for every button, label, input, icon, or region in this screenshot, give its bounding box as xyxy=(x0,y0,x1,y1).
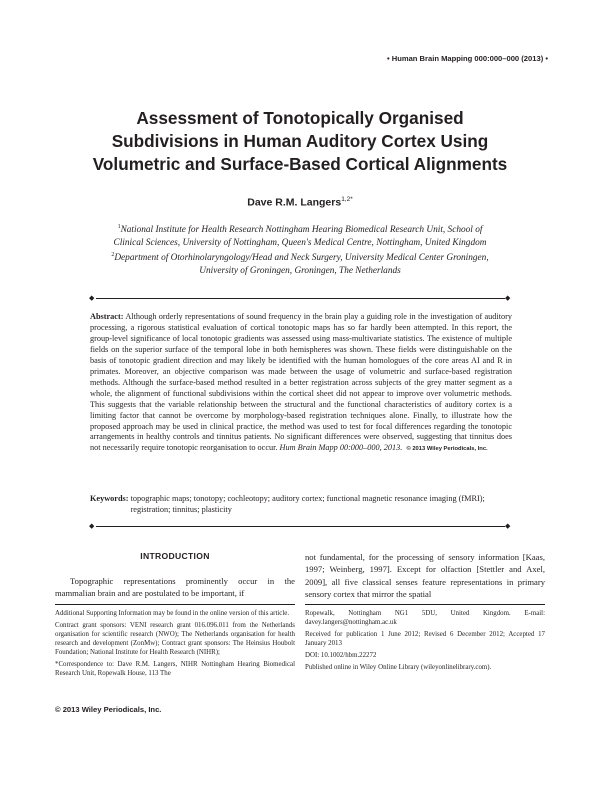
diamond-icon: ◆ xyxy=(89,522,95,530)
affiliations xyxy=(60,221,540,277)
abstract-copyright: © 2013 Wiley Periodicals, Inc. xyxy=(406,446,488,453)
abstract xyxy=(90,312,512,455)
keywords-text: topographic maps; tonotopy; cochleotopy; auditory cortex; functional magnetic resonance imaging (fMRI); registration; tinnitus; plasticity xyxy=(130,494,485,514)
diamond-icon: ◆ xyxy=(505,522,511,530)
abstract-text: Although orderly representations of sound frequency in the brain play a guiding role in the investigation of auditory processing, a rigorous statistical evaluation of cortical tonotopic maps has so far hardly been attempted. In this report, the group-level significance of local tonotopic gradients was assessed using mass-multivariate statistics. The existence of multiple fields on the superior surface of the temporal lobe in both hemispheres was shown. These fields were distinguishable on the basis of tonotopic gradient direction and may likely be identified with the human homologues of the core areas AI and R in primates. Moreover, an objective comparison was made between the usage of volumetric and surface-based registration methods. Although the surface-based method resulted in a better registration across subjects of the grey matter segment as a whole, the alignment of functional subdivisions within the cortical sheet did not appear to improve over volumetric methods. This suggests that the variable relationship between the structural and the functional characteristics of auditory cortex is a limiting factor that cannot be overcome by morphology-based registration techniques alone. Finally, to illustrate how the proposed approach may be used in clinical practice, the method was used to test for focal differences regarding the tonotopic arrangements in healthy controls and tinnitus patients. No significant differences were observed, suggesting that tinnitus does not necessarily require tonotopic reorganisation to occur. xyxy=(90,312,513,453)
abstract-label: Abstract: xyxy=(90,312,124,321)
journal-header: • Human Brain Mapping 000:000–000 (2013) • xyxy=(386,54,548,63)
affiliation-2: $^2$Department of Otorhinolaryngology/Head and Neck Surgery, University Medical Center Groningen, xyxy=(111,252,489,264)
article-title xyxy=(60,107,540,176)
author-line xyxy=(0,196,600,209)
footnote-rule-right xyxy=(305,604,545,605)
affiliation-2-cont: University of Groningen, Groningen, The Netherlands xyxy=(199,265,401,276)
abstract-citation: Hum Brain Mapp 00:000–000, 2013. xyxy=(279,443,403,453)
footnote-doi: DOI: 10.1002/hbm.22272 xyxy=(305,651,377,659)
affiliation-1-cont: Clinical Sciences, University of Nottingham, Queen's Medical Centre, Nottingham, United Kingdom xyxy=(113,237,487,248)
footer-copyright: © 2013 Wiley Periodicals, Inc. xyxy=(55,705,162,714)
diamond-icon: ◆ xyxy=(89,294,95,302)
footnote-correspondence: *Correspondence to: Dave R.M. Langers, NIHR Nottingham Hearing Biomedical Research Unit, Ropewalk House, 113 The xyxy=(55,661,295,678)
affiliation-1: $^1$National Institute for Health Research Nottingham Hearing Biomedical Research Unit, School of xyxy=(117,224,483,236)
footnotes-right xyxy=(305,609,545,674)
footnote-supporting-info: Additional Supporting Information may be found in the online version of this article. xyxy=(55,610,290,617)
diamond-icon: ◆ xyxy=(505,294,511,302)
keywords-label: Keywords: xyxy=(90,494,129,503)
footnote-rule-left xyxy=(55,604,295,605)
separator-rule-bottom xyxy=(96,526,505,527)
keywords xyxy=(90,494,512,516)
title-line: Volumetric and Surface-Based Cortical Alignments xyxy=(92,154,508,174)
section-heading: INTRODUCTION xyxy=(140,551,210,561)
footnote-received: Received for publication 1 June 2012; Revised 6 December 2012; Accepted 17 January 2013 xyxy=(305,630,545,648)
title-line: Assessment of Tonotopically Organised xyxy=(136,108,464,128)
footnote-published: Published online in Wiley Online Library (wileyonlinelibrary.com). xyxy=(305,663,492,671)
footnotes-left xyxy=(55,609,295,681)
body-text-right: not fundamental, for the processing of sensory information [Kaas, 1997; Weinberg, 1997]. Except for olfaction [Stettler and Axel, 2009], all five classical senses feature representations in primary sensory cortex that mirror the spatial xyxy=(305,552,545,600)
footnote-grant: Contract grant sponsors: VENI research grant 016.096.011 from the Netherlands organisation for scientific research (NWO); The Netherlands organisation for health research and development (ZonMw); Contract grant sponsors: The Heinsius Houbolt Foundation; National Institute for Health Research (NIHR); xyxy=(55,621,295,657)
author-affiliation-marker: 1,2* xyxy=(341,196,353,203)
separator-rule-top xyxy=(96,298,505,299)
author-name: Dave R.M. Langers xyxy=(247,196,342,209)
title-line: Subdivisions in Human Auditory Cortex Using xyxy=(111,131,489,151)
body-text-left: Topographic representations prominently occur in the mammalian brain and are postulated to be important, if xyxy=(55,576,295,599)
footnote-address: Ropewalk, Nottingham NG1 5DU, United Kingdom. E-mail: davey.langers@nottingham.ac.uk xyxy=(305,610,545,627)
